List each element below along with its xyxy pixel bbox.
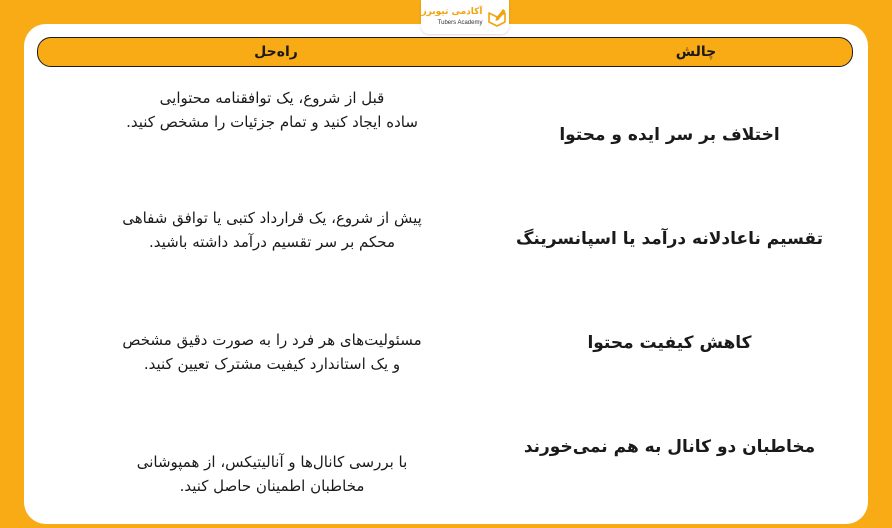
challenge-cell: کاهش کیفیت محتوا (587, 333, 752, 353)
challenge-cell: تقسیم ناعادلانه درآمد یا اسپانسرینگ (515, 229, 823, 249)
solution-line: مسئولیت‌های هر فرد را به صورت دقیق مشخص (122, 331, 422, 349)
header-solution: راه‌حل (254, 44, 298, 60)
pencil-book-icon (486, 6, 508, 28)
logo-name-en: Tubers Academy (437, 20, 483, 26)
solution-line: قبل از شروع، یک توافقنامه محتوایی (159, 89, 385, 107)
header-challenge: چالش (675, 44, 717, 60)
logo (421, 0, 509, 34)
solution-cell (60, 328, 484, 376)
challenge-cell: اختلاف بر سر ایده و محتوا (559, 125, 780, 145)
logo-name-fa: آکادمی تیوبرز (421, 7, 483, 17)
table-header (37, 37, 853, 67)
solution-line: محکم بر سر تقسیم درآمد داشته باشید. (148, 233, 395, 251)
solution-line: با بررسی کانال‌ها و آنالیتیکس، از همپوشانی (136, 453, 408, 471)
comparison-table (24, 24, 868, 524)
solution-cell (60, 86, 484, 134)
solution-line: ساده ایجاد کنید و تمام جزئیات را مشخص کنید. (126, 113, 418, 131)
solution-line: مخاطبان اطمینان حاصل کنید. (179, 477, 365, 495)
logo-text (422, 8, 483, 26)
solution-cell (60, 206, 484, 254)
challenge-cell: مخاطبان دو کانال به هم نمی‌خورند (523, 437, 816, 457)
solution-line: و یک استاندارد کیفیت مشترک تعیین کنید. (143, 355, 401, 373)
solution-cell (60, 450, 484, 498)
solution-line: پیش از شروع، یک قرارداد کتبی یا توافق شفاهی (122, 209, 422, 227)
